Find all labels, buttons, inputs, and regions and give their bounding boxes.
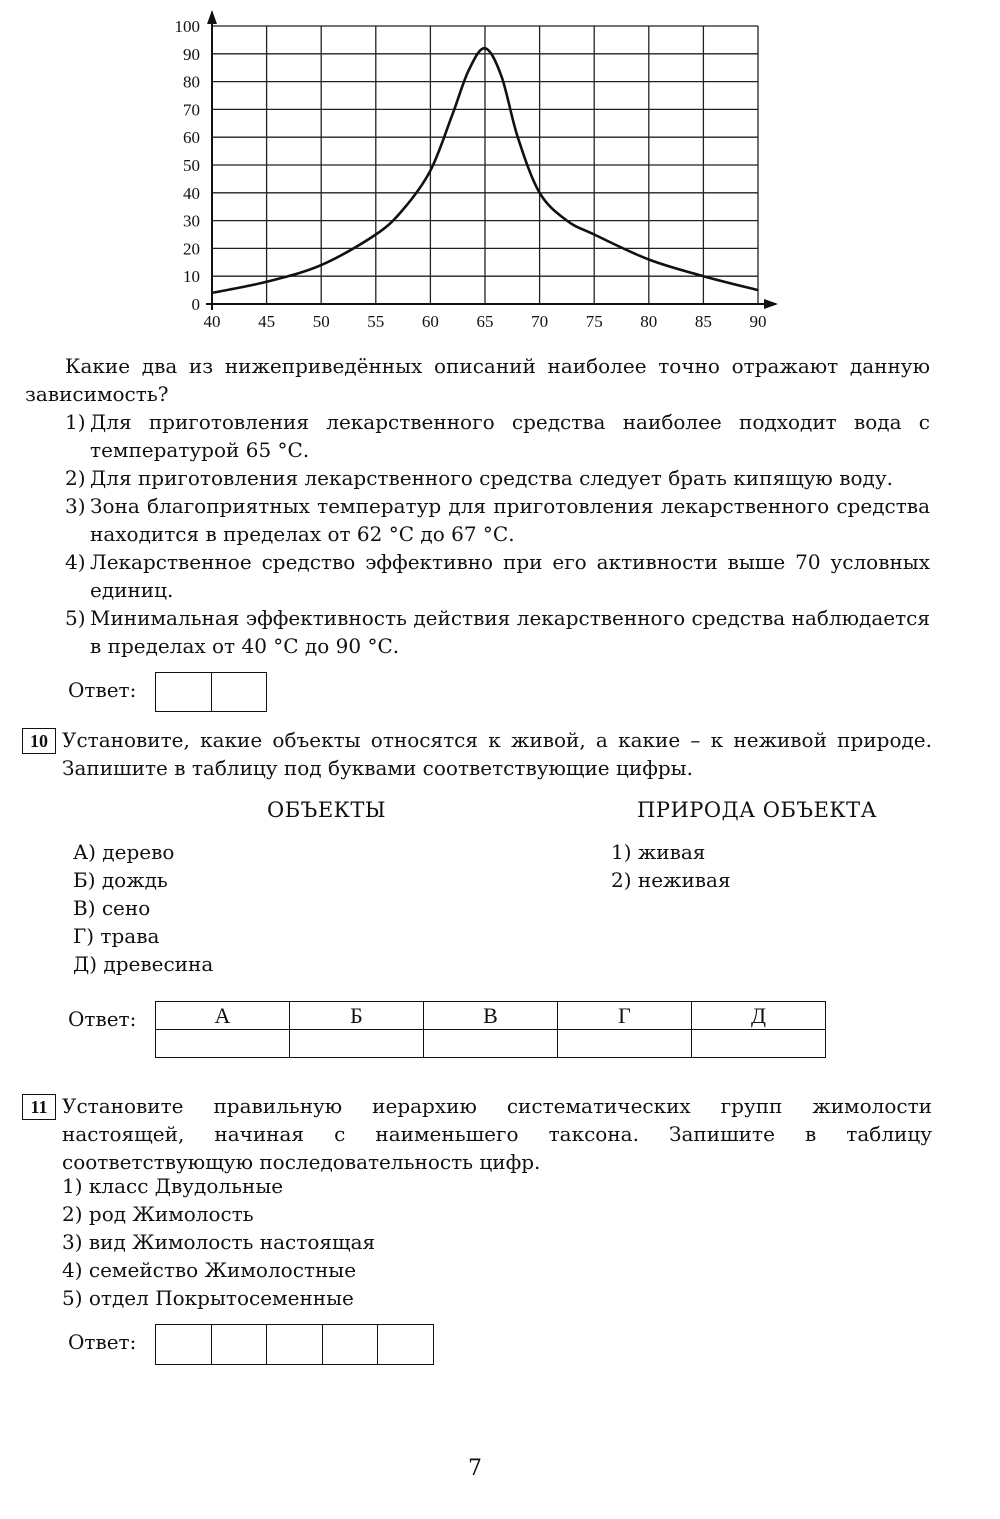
y-tick-label: 50 xyxy=(183,156,200,175)
q11-answer-label: Ответ: xyxy=(68,1330,137,1354)
y-tick-label: 40 xyxy=(183,183,200,203)
option-text: Для приготовления лекарственного средства следует брать кипящую воду. xyxy=(90,466,893,490)
option-text: Лекарственное средство эффективно при его активности выше 70 условных единиц. xyxy=(90,550,930,602)
answer-cell[interactable] xyxy=(377,1325,433,1364)
list-item: 5) отдел Покрытосеменные xyxy=(62,1286,354,1310)
q10-answer-table[interactable] xyxy=(155,1001,826,1058)
x-tick-label: 80 xyxy=(640,312,658,331)
option-number: 2) xyxy=(65,466,86,490)
x-tick-labels xyxy=(204,312,767,331)
x-tick-label: 40 xyxy=(203,312,221,331)
option-number: 3) xyxy=(65,494,86,518)
option-text: Минимальная эффективность действия лекарственного средства наблюдается в пределах от 40 °С до 90 °С. xyxy=(90,606,930,658)
answer-cell[interactable] xyxy=(156,1325,211,1364)
letter-cell: А xyxy=(156,1002,290,1030)
option-number: 5) xyxy=(65,606,86,630)
q9-option-4 xyxy=(65,548,930,604)
answer-cell[interactable] xyxy=(156,673,211,711)
objects-list xyxy=(73,838,213,978)
x-axis-arrow xyxy=(764,299,778,309)
q9-answer-cells[interactable] xyxy=(155,672,267,712)
q9-prompt: Какие два из нижеприведённых описаний наиболее точно отражают данную зависимость? xyxy=(25,354,930,406)
y-tick-label: 20 xyxy=(183,239,200,259)
list-item: 1) класс Двудольные xyxy=(62,1174,284,1198)
answer-cell[interactable] xyxy=(558,1030,692,1058)
x-tick-label: 45 xyxy=(258,312,276,331)
y-tick-label: 60 xyxy=(183,128,200,148)
y-axis-arrow xyxy=(207,10,217,24)
nature-header: ПРИРОДА ОБЪЕКТА xyxy=(637,798,878,822)
answer-cell[interactable] xyxy=(322,1325,378,1364)
letter-cell: Б xyxy=(290,1002,424,1030)
letter-cell: В xyxy=(424,1002,558,1030)
answer-cell[interactable] xyxy=(290,1030,424,1058)
x-tick-label: 65 xyxy=(476,312,494,331)
y-tick-label: 10 xyxy=(183,267,200,287)
y-tick-label: 70 xyxy=(183,100,200,120)
y-tick-label: 90 xyxy=(183,44,200,64)
x-tick-label: 85 xyxy=(694,312,712,331)
x-tick-label: 70 xyxy=(531,312,549,331)
answer-cell[interactable] xyxy=(692,1030,826,1058)
list-item: 1) живая xyxy=(611,840,706,864)
q9-option-3 xyxy=(65,492,930,548)
list-item: Д) древесина xyxy=(73,952,214,976)
q10-number-box: 10 xyxy=(22,728,56,754)
list-item: 2) род Жимолость xyxy=(62,1202,254,1226)
y-tick-label: 30 xyxy=(183,211,200,231)
option-number: 1) xyxy=(65,410,86,434)
y-tick-label: 100 xyxy=(174,17,200,36)
letter-cell: Г xyxy=(558,1002,692,1030)
list-item: В) сено xyxy=(73,896,151,920)
list-item: Б) дождь xyxy=(73,868,168,892)
q10-answer-label: Ответ: xyxy=(68,1007,137,1031)
y-tick-label: 0 xyxy=(191,295,200,314)
chart-grid xyxy=(212,26,758,304)
q9-answer-label: Ответ: xyxy=(68,678,137,702)
q11-number-box: 11 xyxy=(22,1094,56,1120)
list-item: 2) неживая xyxy=(611,868,731,892)
answer-cell[interactable] xyxy=(156,1030,290,1058)
x-tick-label: 75 xyxy=(585,312,603,331)
x-tick-label: 50 xyxy=(312,312,330,331)
q10-text: Установите, какие объекты относятся к живой, а какие – к неживой природе. Запишите в таблицу под буквами соответствующие цифры. xyxy=(62,728,932,780)
x-tick-label: 55 xyxy=(367,312,385,331)
answer-cell[interactable] xyxy=(266,1325,322,1364)
y-tick-labels xyxy=(175,17,201,314)
y-tick-label: 80 xyxy=(183,72,200,92)
nature-list xyxy=(611,838,731,894)
list-item: 3) вид Жимолость настоящая xyxy=(62,1230,376,1254)
q9-option-5 xyxy=(65,604,930,660)
option-text: Зона благоприятных температур для приготовления лекарственного средства находится в пределах от 62 °С до 67 °С. xyxy=(90,494,930,546)
list-item: 4) семейство Жимолостные xyxy=(62,1258,357,1282)
option-number: 4) xyxy=(65,550,86,574)
table-header-row xyxy=(156,1002,826,1030)
q9-option-2 xyxy=(65,464,930,492)
x-tick-label: 90 xyxy=(749,312,767,331)
objects-header: ОБЪЕКТЫ xyxy=(267,798,387,822)
q11-text: Установите правильную иерархию систематических групп жимолости настоящей, начиная с наименьшего таксона. Запишите в таблицу соответствующую последовательность цифр. xyxy=(62,1094,932,1174)
page-number: 7 xyxy=(468,1456,482,1481)
letter-cell: Д xyxy=(692,1002,826,1030)
q11-items-list xyxy=(62,1172,375,1312)
answer-cell[interactable] xyxy=(211,1325,267,1364)
q9-option-1 xyxy=(65,408,930,464)
option-text: Для приготовления лекарственного средства наиболее подходит вода с температурой 65 °С. xyxy=(90,410,930,462)
table-answer-row[interactable] xyxy=(156,1030,826,1058)
answer-cell[interactable] xyxy=(424,1030,558,1058)
list-item: Г) трава xyxy=(73,924,160,948)
x-tick-label: 60 xyxy=(421,312,439,331)
list-item: А) дерево xyxy=(73,840,175,864)
q11-answer-cells[interactable] xyxy=(155,1324,434,1365)
activity-temperature-chart xyxy=(0,0,1000,340)
answer-cell[interactable] xyxy=(211,673,267,711)
